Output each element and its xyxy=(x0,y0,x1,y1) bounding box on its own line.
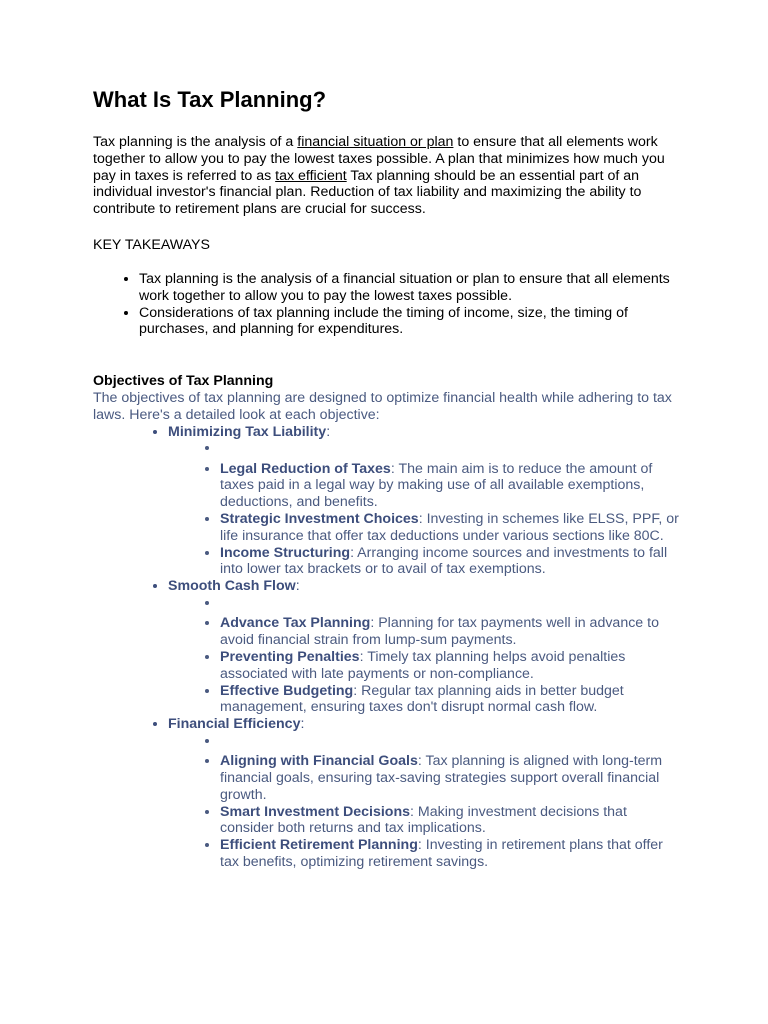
item-term: Effective Budgeting xyxy=(220,682,354,699)
list-item xyxy=(220,683,683,717)
list-item xyxy=(220,804,683,838)
objectives-list xyxy=(93,424,683,871)
item-text: : Tax planning is aligned with long-term financial goals, ensuring tax-saving strategies support overall financial growth. xyxy=(220,753,663,803)
link-tax-efficient[interactable]: tax efficient xyxy=(275,167,347,184)
key-takeaways-list xyxy=(93,271,683,338)
key-takeaway-item: • Considerations of tax planning include the timing of income, size, the timing of purchases, and planning for expenditures. xyxy=(139,305,683,339)
item-term: Income Structuring xyxy=(220,544,351,561)
key-takeaway-item: • Tax planning is the analysis of a financial situation or plan to ensure that all elements work together to allow you to pay the lowest taxes possible. xyxy=(139,271,683,305)
page-title: What Is Tax Planning? xyxy=(93,87,327,112)
item-text: : Regular tax planning aids in better budget management, ensuring taxes don't disrupt normal cash flow. xyxy=(220,682,624,716)
item-text: : Planning for tax payments well in advance to avoid financial strain from lump-sum payments. xyxy=(220,615,659,649)
objective-sublist xyxy=(168,595,683,716)
item-text: : Timely tax planning helps avoid penalties associated with late payments or non-compliance. xyxy=(220,648,626,682)
list-item xyxy=(220,615,683,649)
empty-list-item xyxy=(220,733,683,753)
key-takeaways-heading: KEY TAKEAWAYS xyxy=(93,236,210,253)
objectives-heading: Objectives of Tax Planning xyxy=(93,373,274,390)
item-text: : Making investment decisions that consider both returns and tax implications. xyxy=(220,803,627,837)
objectives-description: The objectives of tax planning are designed to optimize financial health while adhering to tax laws. Here's a detailed look at each objective: xyxy=(93,389,672,423)
objective-colon: : xyxy=(295,578,300,595)
empty-list-item xyxy=(220,440,683,460)
intro-text-3: Tax planning should be an essential part of an individual investor's financial plan. Reduction of tax liability and maximizing the ability to contribute to retirement plans are crucial for success. xyxy=(93,167,642,218)
list-item xyxy=(220,649,683,683)
list-item xyxy=(220,461,683,511)
objective-sublist xyxy=(168,440,683,578)
intro-text-1: Tax planning is the analysis of a xyxy=(93,134,298,150)
document-content xyxy=(93,86,683,871)
objective-section xyxy=(168,424,683,579)
list-item xyxy=(220,511,683,545)
objective-title: Financial Efficiency xyxy=(168,716,301,733)
list-item xyxy=(220,545,683,579)
item-term: Strategic Investment Choices xyxy=(220,511,419,528)
list-item xyxy=(220,753,683,803)
item-text: : Arranging income sources and investments to fall into lower tax brackets or to avail of tax exemptions. xyxy=(220,544,668,578)
list-item xyxy=(220,837,683,871)
item-term: Efficient Retirement Planning xyxy=(220,837,418,854)
objective-title: Minimizing Tax Liability xyxy=(168,423,327,440)
objective-sublist xyxy=(168,733,683,871)
item-text: : Investing in retirement plans that offer tax benefits, optimizing retirement savings. xyxy=(220,837,663,870)
item-term: Aligning with Financial Goals xyxy=(220,753,418,770)
objective-title: Smooth Cash Flow xyxy=(168,578,296,595)
item-term: Preventing Penalties xyxy=(220,648,360,665)
item-text: : Investing in schemes like ELSS, PPF, or life insurance that offer tax deductions under various sections like 80C. xyxy=(220,511,679,544)
item-term: Smart Investment Decisions xyxy=(220,803,411,820)
link-financial-situation[interactable]: financial situation or plan xyxy=(297,134,454,150)
objective-section xyxy=(168,578,683,716)
item-text: : The main aim is to reduce the amount of taxes paid in a legal way by making use of all available exemptions, deductions, and benefits. xyxy=(220,460,653,511)
intro-text-2: to ensure that all elements work together to allow you to pay the lowest taxes possible. A plan that minimizes how much you pay in taxes is referred to as xyxy=(93,134,665,184)
empty-list-item xyxy=(220,595,683,615)
intro-paragraph xyxy=(93,134,683,218)
item-term: Advance Tax Planning xyxy=(220,615,371,632)
objective-section xyxy=(168,716,683,871)
objective-colon: : xyxy=(300,716,305,733)
item-term: Legal Reduction of Taxes xyxy=(220,460,391,477)
objective-colon: : xyxy=(326,423,331,440)
